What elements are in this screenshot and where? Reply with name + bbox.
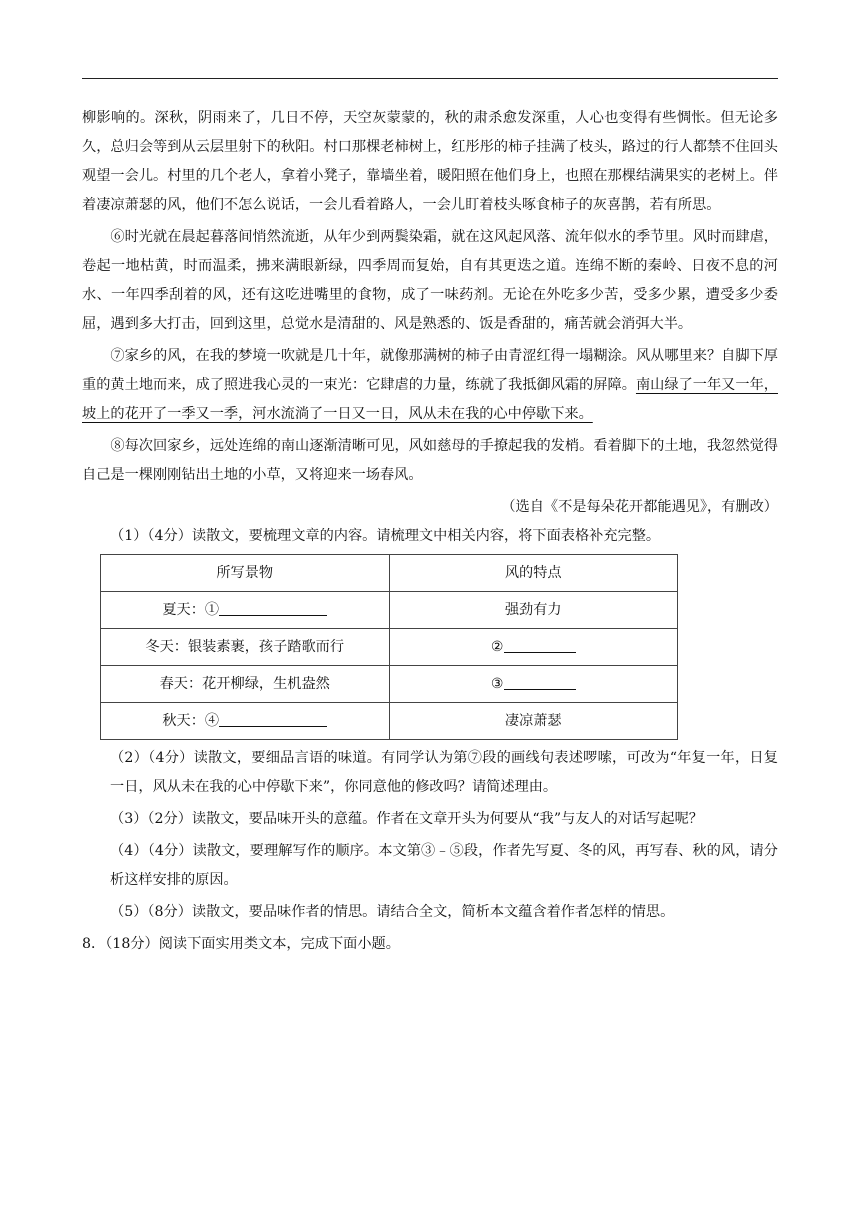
table-cell-wind: [389, 666, 678, 703]
wind-label: ②: [490, 638, 504, 655]
wind-label: ③: [490, 675, 504, 692]
table-header-cell: 风的特点: [389, 555, 678, 592]
paragraph-7-text: ⑦家乡的风，在我的梦境一吹就是几十年，就像那满树的柿子由青涩红得一塌糊涂。风从哪里来？自脚下厚重的黄土地而来，成了照进我心灵的一束光：它肆虐的力量，练就了我抵御风霜的屏障。: [82, 348, 778, 393]
underlined-sentence: 南山绿了一年又一年，坡上的花开了一季又一季，河水流淌了一日又一日，风从未在我的心中停歇下来。: [82, 377, 778, 422]
answer-blank-1[interactable]: [219, 599, 327, 616]
scene-label: 秋天：④: [162, 712, 220, 729]
question-8: 8．（18分）阅读下面实用类文本，完成下面小题。: [82, 936, 400, 952]
table-cell-wind: 强劲有力: [389, 592, 678, 629]
table-cell-scene: [101, 592, 390, 629]
outline-table: [100, 554, 678, 740]
page-content: [82, 104, 778, 962]
question-4: （4）（4分）读散文，要理解写作的顺序。本文第③﹣⑤段，作者先写夏、冬的风，再写春、秋的风，请分析这样安排的原因。: [110, 843, 778, 888]
table-row: [101, 629, 678, 666]
question-5: （5）（8分）读散文，要品味作者的情思。请结合全文，简析本文蕴含着作者怎样的情思。: [110, 904, 675, 920]
header-rule: [82, 78, 778, 79]
table-cell-scene: 春天：花开柳绿，生机盎然: [101, 666, 390, 703]
table-cell-wind: 凄凉萧瑟: [389, 703, 678, 740]
table-row: [101, 592, 678, 629]
table-header-row: [101, 555, 678, 592]
scene-label: 夏天：①: [162, 601, 220, 618]
table-cell-scene: [101, 703, 390, 740]
table-header-cell: 所写景物: [101, 555, 390, 592]
table-row: [101, 666, 678, 703]
question-3: （3）（2分）读散文，要品味开头的意蕴。作者在文章开头为何要从“我”与友人的对话写起呢？: [110, 811, 703, 827]
paragraph-continued: 柳影响的。深秋，阴雨来了，几日不停，天空灰蒙蒙的，秋的肃杀愈发深重，人心也变得有些惆怅。但无论多久，总归会等到从云层里射下的秋阳。村口那棵老柿树上，红彤彤的柿子挂满了枝头，路过的行人都禁不住回头观望一会儿。村里的几个老人，拿着小凳子，靠墙坐着，暖阳照在他们身上，也照在那棵结满果实的老树上。伴着凄凉萧瑟的风，他们不怎么说话，一会儿看着路人，一会儿盯着枝头啄食柿子的灰喜鹊，若有所思。: [82, 110, 778, 213]
table-cell-wind: [389, 629, 678, 666]
table-row: [101, 703, 678, 740]
answer-blank-4[interactable]: [219, 710, 327, 727]
question-2: （2）（4分）读散文，要细品言语的味道。有同学认为第⑦段的画线句表述啰嗦，可改为“年复一年，日复一日，风从未在我的心中停歇下来”，你同意他的修改吗？请简述理由。: [110, 750, 778, 795]
paragraph-8: ⑧每次回家乡，远处连绵的南山逐渐清晰可见，风如慈母的手撩起我的发梢。看着脚下的土地，我忽然觉得自己是一棵刚刚钻出土地的小草，又将迎来一场春风。: [82, 438, 778, 483]
answer-blank-2[interactable]: [504, 636, 576, 653]
paragraph-7: [82, 342, 778, 429]
table-cell-scene: 冬天：银装素裹，孩子踏歌而行: [101, 629, 390, 666]
question-1: （1）（4分）读散文，要梳理文章的内容。请梳理文中相关内容，将下面表格补充完整。: [110, 528, 661, 544]
answer-blank-3[interactable]: [504, 673, 576, 690]
source-note: （选自《不是每朵花开都能遇见》，有删改）: [501, 499, 778, 515]
paragraph-6: ⑥时光就在晨起暮落间悄然流逝，从年少到两鬓染霜，就在这风起风落、流年似水的季节里。风时而肆虐，卷起一地枯黄，时而温柔，拂来满眼新绿，四季周而复始，自有其更迭之道。连绵不断的秦岭、日夜不息的河水、一年四季刮着的风，还有这吃进嘴里的食物，成了一味药剂。无论在外吃多少苦，受多少累，遭受多少委屈，遇到多大打击，回到这里，总觉水是清甜的、风是熟悉的、饭是香甜的，痛苦就会消弭大半。: [82, 229, 778, 332]
